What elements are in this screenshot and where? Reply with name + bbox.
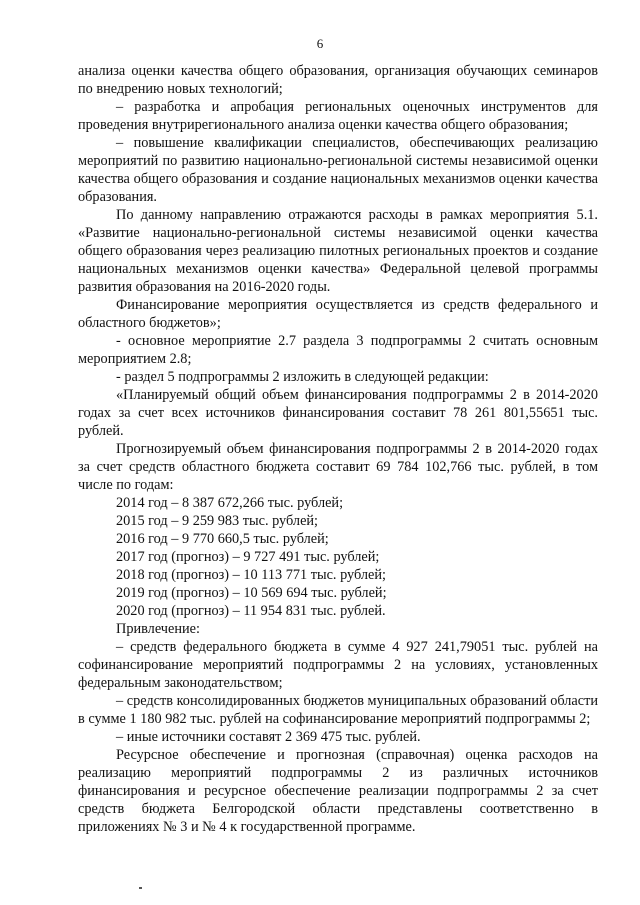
paragraph-forecast-volume: Прогнозируемый объем финансирования подпрограммы 2 в 2014-2020 годах за счет средств областного бюджета составит 69 784 102,766 тыс. рублей, в том числе по годам:	[78, 441, 598, 493]
year-line-2016: 2016 год – 9 770 660,5 тыс. рублей;	[116, 531, 329, 547]
year-line-2014: 2014 год – 8 387 672,266 тыс. рублей;	[116, 495, 344, 511]
paragraph-direction-expenses: По данному направлению отражаются расходы в рамках мероприятия 5.1. «Развитие национально-региональной системы независимой оценки качества общего образования через реализацию пилотных региональных проектов и создание национальных механизмов оценки качества» Федеральной целевой программы развития образования на 2016-2020 годы.	[78, 207, 598, 295]
attraction-other: – иные источники составят 2 369 475 тыс. рублей.	[116, 729, 421, 745]
year-line-2015: 2015 год – 9 259 983 тыс. рублей;	[116, 513, 319, 529]
year-line-2020: 2020 год (прогноз) – 11 954 831 тыс. рублей.	[116, 603, 386, 619]
attraction-municipal: – средств консолидированных бюджетов муниципальных образований области в сумме 1 180 982 тыс. рублей на софинансирование мероприятий подпрограммы 2;	[78, 693, 598, 727]
paragraph-financing-sources: Финансирование мероприятия осуществляется из средств федерального и областного бюджетов»;	[78, 297, 598, 331]
scan-mark	[139, 887, 142, 889]
list-item-qualification: – повышение квалификации специалистов, обеспечивающих реализацию мероприятий по развитию национально-региональной системы независимой оценки качества общего образования и создание национальных механизмов оценки качества образования.	[78, 135, 598, 205]
document-body	[78, 62, 598, 836]
paragraph-analysis: анализа оценки качества общего образования, организация обучающих семинаров по внедрению новых технологий;	[78, 63, 598, 97]
year-line-2019: 2019 год (прогноз) – 10 569 694 тыс. рублей;	[116, 585, 387, 601]
list-item-development: – разработка и апробация региональных оценочных инструментов для проведения внутрирегионального анализа оценки качества общего образования;	[78, 99, 598, 133]
page-number: 6	[316, 36, 324, 51]
paragraph-planned-volume: «Планируемый общий объем финансирования подпрограммы 2 в 2014-2020 годах за счет всех источников финансирования составит 78 261 801,55651 тыс. рублей.	[78, 387, 598, 439]
paragraph-resource-support: Ресурсное обеспечение и прогнозная (справочная) оценка расходов на реализацию мероприятий подпрограммы 2 из различных источников финансирования и ресурсное обеспечение реализации подпрограммы 2 за счет средств бюджета Белгородской области представлены соответственно в приложениях № 3 и № 4 к государственной программе.	[78, 747, 598, 835]
paragraph-section5-edit: - раздел 5 подпрограммы 2 изложить в следующей редакции:	[116, 369, 489, 385]
attraction-federal: – средств федерального бюджета в сумме 4 927 241,79051 тыс. рублей на софинансирование мероприятий подпрограммы 2 на условиях, установленных федеральным законодательством;	[78, 639, 598, 691]
year-line-2017: 2017 год (прогноз) – 9 727 491 тыс. рублей;	[116, 549, 380, 565]
attraction-label: Привлечение:	[116, 621, 200, 637]
paragraph-main-activity: - основное мероприятие 2.7 раздела 3 подпрограммы 2 считать основным мероприятием 2.8;	[78, 333, 598, 367]
year-line-2018: 2018 год (прогноз) – 10 113 771 тыс. рублей;	[116, 567, 387, 583]
